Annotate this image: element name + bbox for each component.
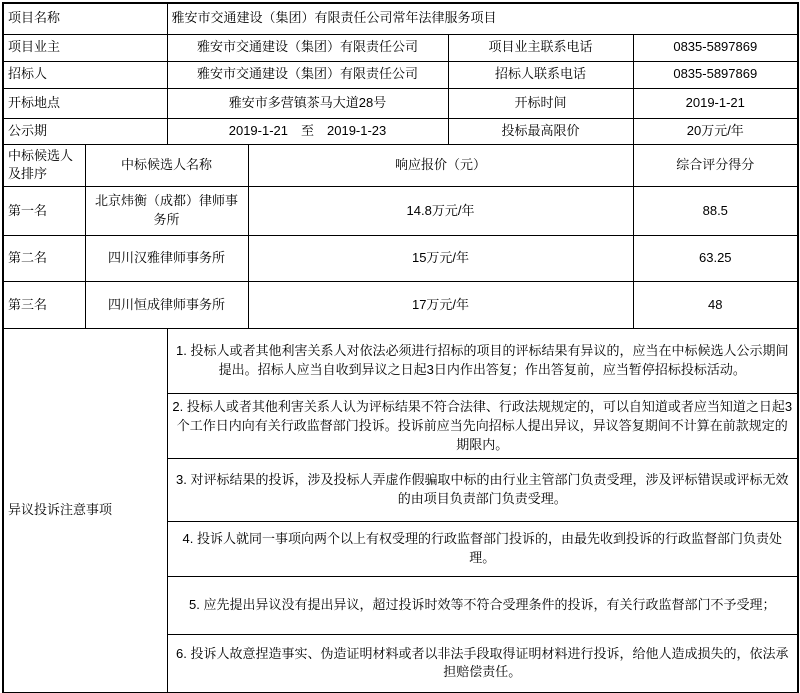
note-row (3, 329, 798, 394)
max-price-value: 20万元/年 (633, 118, 798, 144)
candidate-rank-header: 中标候选人及排序 (3, 144, 85, 187)
opening-place-value: 雅安市多营镇茶马大道28号 (167, 88, 448, 118)
project-name-value: 雅安市交通建设（集团）有限责任公司常年法律服务项目 (167, 3, 798, 34)
tenderer-value: 雅安市交通建设（集团）有限责任公司 (167, 61, 448, 88)
tenderer-phone-label: 招标人联系电话 (448, 61, 633, 88)
opening-time-value: 2019-1-21 (633, 88, 798, 118)
opening-time-label: 开标时间 (448, 88, 633, 118)
candidate-rank: 第一名 (3, 187, 85, 236)
opening-place-label: 开标地点 (3, 88, 167, 118)
bid-result-table (2, 2, 799, 693)
candidate-score: 48 (633, 282, 798, 329)
owner-phone-value: 0835-5897869 (633, 34, 798, 61)
publicity-period-label: 公示期 (3, 118, 167, 144)
max-price-label: 投标最高限价 (448, 118, 633, 144)
candidate-price-header: 响应报价（元） (248, 144, 633, 187)
publicity-period-value: 2019-1-21 至 2019-1-23 (167, 118, 448, 144)
candidate-name: 北京炜衡（成都）律师事务所 (85, 187, 248, 236)
note-item-4: 4. 投诉人就同一事项向两个以上有权受理的行政监督部门投诉的，由最先收到投诉的行政监督部门负责处理。 (167, 522, 798, 577)
candidate-score-header: 综合评分得分 (633, 144, 798, 187)
note-item-2: 2. 投标人或者其他利害关系人认为评标结果不符合法律、行政法规规定的，可以自知道或者应当知道之日起3个工作日内向有关行政监督部门投诉。投诉前应当先向招标人提出异议，异议答复期间不计算在前款规定的期限内。 (167, 394, 798, 459)
note-item-1: 1. 投标人或者其他利害关系人对依法必须进行招标的项目的评标结果有异议的，应当在中标候选人公示期间提出。招标人应当自收到异议之日起3日内作出答复；作出答复前，应当暂停招标投标活动。 (167, 329, 798, 394)
note-item-6: 6. 投诉人故意捏造事实、伪造证明材料或者以非法手段取得证明材料进行投诉，给他人造成损失的，依法承担赔偿责任。 (167, 635, 798, 693)
note-item-5: 5. 应先提出异议没有提出异议，超过投诉时效等不符合受理条件的投诉，有关行政监督部门不予受理； (167, 577, 798, 635)
candidate-score: 63.25 (633, 236, 798, 282)
table-row (3, 118, 798, 144)
tenderer-label: 招标人 (3, 61, 167, 88)
table-row (3, 61, 798, 88)
candidate-row (3, 187, 798, 236)
candidate-rank: 第二名 (3, 236, 85, 282)
tenderer-phone-value: 0835-5897869 (633, 61, 798, 88)
candidate-name: 四川恒成律师事务所 (85, 282, 248, 329)
candidate-rank: 第三名 (3, 282, 85, 329)
owner-phone-label: 项目业主联系电话 (448, 34, 633, 61)
note-item-3: 3. 对评标结果的投诉，涉及投标人弄虚作假骗取中标的由行业主管部门负责受理，涉及评标错误或评标无效的由项目负责部门负责受理。 (167, 459, 798, 522)
candidate-row (3, 236, 798, 282)
candidate-price: 17万元/年 (248, 282, 633, 329)
candidate-row (3, 282, 798, 329)
table-row (3, 3, 798, 34)
notes-section-label: 异议投诉注意事项 (3, 329, 167, 693)
table-row (3, 34, 798, 61)
candidate-price: 15万元/年 (248, 236, 633, 282)
candidate-header-row (3, 144, 798, 187)
table-row (3, 88, 798, 118)
candidate-score: 88.5 (633, 187, 798, 236)
candidate-price: 14.8万元/年 (248, 187, 633, 236)
candidate-name: 四川汉雅律师事务所 (85, 236, 248, 282)
project-owner-label: 项目业主 (3, 34, 167, 61)
project-owner-value: 雅安市交通建设（集团）有限责任公司 (167, 34, 448, 61)
project-name-label: 项目名称 (3, 3, 167, 34)
candidate-name-header: 中标候选人名称 (85, 144, 248, 187)
